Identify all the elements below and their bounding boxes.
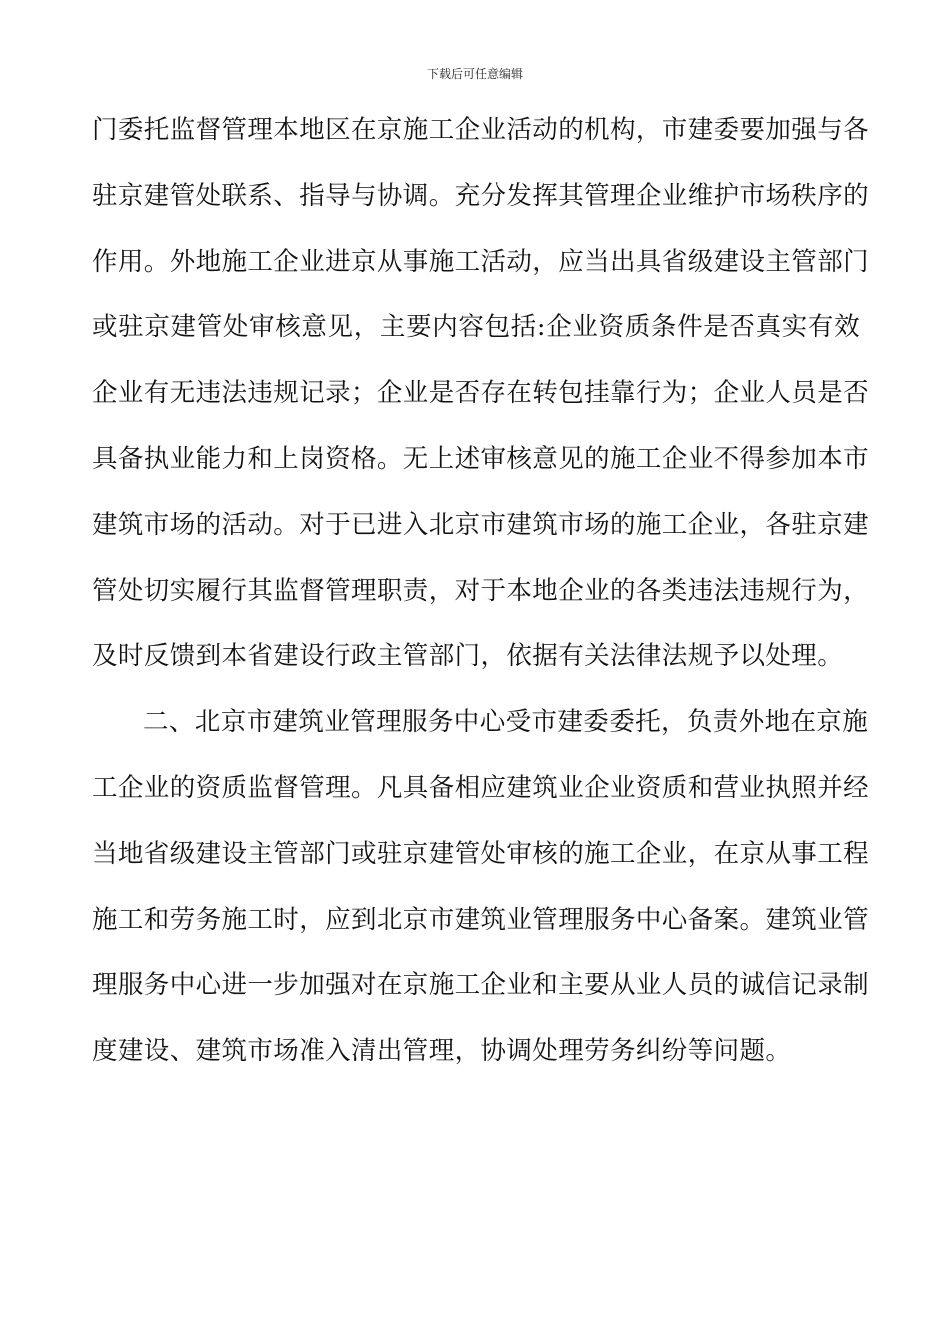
text-line: 理服务中心进一步加强对在京施工企业和主要从业人员的诚信记录制 xyxy=(92,970,870,1001)
text-line: 驻京建管处联系、指导与协调。充分发挥其管理企业维护市场秩序的 xyxy=(92,180,870,211)
text-line: 企业有无违法违规记录；企业是否存在转包挂靠行为；企业人员是否 xyxy=(92,378,870,409)
text-line: 建筑市场的活动。对于已进入北京市建筑市场的施工企业，各驻京建 xyxy=(92,509,870,540)
text-line: 当地省级建设主管部门或驻京建管处审核的施工企业，在京从事工程 xyxy=(92,838,870,869)
text-line: 门委托监督管理本地区在京施工企业活动的机构，市建委要加强与各 xyxy=(92,115,870,145)
text-line: 施工和劳务施工时，应到北京市建筑业管理服务中心备案。建筑业管 xyxy=(92,904,870,935)
text-line: 工企业的资质监督管理。凡具备相应建筑业企业资质和营业执照并经 xyxy=(92,772,870,803)
paragraph-1 xyxy=(92,102,870,694)
document-body xyxy=(92,102,870,1089)
header-note: 下载后可任意编辑 xyxy=(426,67,523,81)
text-line: 二、北京市建筑业管理服务中心受市建委委托，负责外地在京施 xyxy=(143,707,869,738)
text-line: 作用。外地施工企业进京从事施工活动，应当出具省级建设主管部门 xyxy=(92,246,870,277)
paragraph-2 xyxy=(92,694,870,1089)
text-line: 具备执业能力和上岗资格。无上述审核意见的施工企业不得参加本市 xyxy=(92,443,870,474)
text-line: 管处切实履行其监督管理职责，对于本地企业的各类违法违规行为， xyxy=(92,575,870,606)
text-line: 或驻京建管处审核意见，主要内容包括:企业资质条件是否真实有效 xyxy=(92,312,860,343)
text-line: 度建设、建筑市场准入清出管理，协调处理劳务纠纷等问题。 xyxy=(92,1036,792,1067)
text-line: 及时反馈到本省建设行政主管部门，依据有关法律法规予以处理。 xyxy=(92,641,844,672)
